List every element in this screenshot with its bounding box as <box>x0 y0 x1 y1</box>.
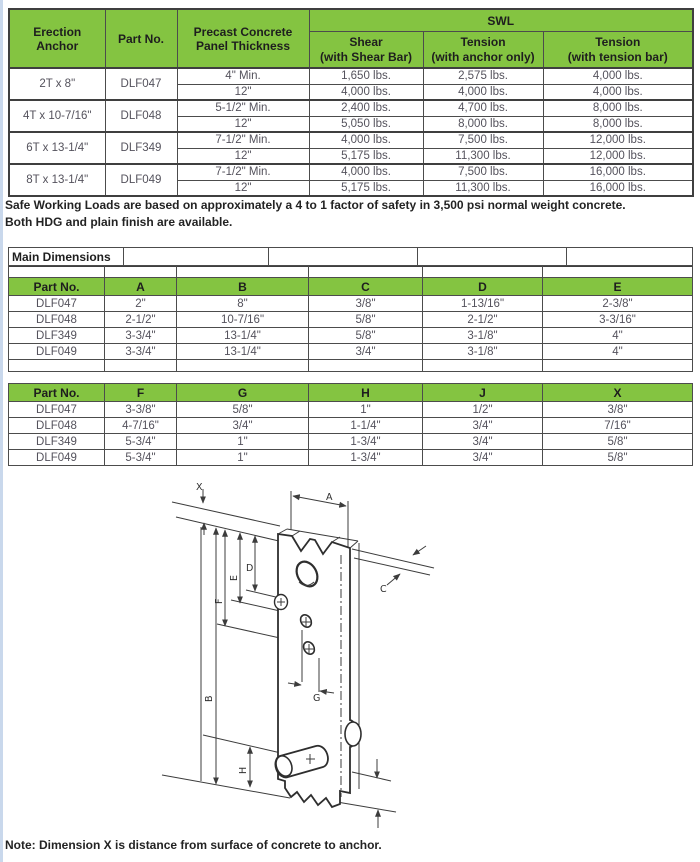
dim-label-h: H <box>238 766 249 774</box>
dims-cell: 3/4" <box>423 418 543 434</box>
swl-row <box>9 68 693 84</box>
plate-back-top-edge <box>287 529 358 541</box>
swl-cell-anchor: 8T x 13-1/4" <box>9 164 105 196</box>
side-notch-right <box>345 722 361 746</box>
swl-cell: 5,175 lbs. <box>309 180 423 196</box>
dim-label-f: F <box>214 598 225 604</box>
empty-cell <box>105 360 177 372</box>
dims-cell: 7/16" <box>543 418 693 434</box>
dims-cell: 3-1/8" <box>423 344 543 360</box>
header-line: Anchor <box>36 38 79 53</box>
empty-cell <box>543 266 693 278</box>
swl-cell: 12,000 lbs. <box>543 132 693 148</box>
swl-header-part-no: Part No. <box>105 9 177 68</box>
swl-cell-part: DLF049 <box>105 164 177 196</box>
main-dimensions-title: Main Dimensions <box>9 248 124 267</box>
empty-cell <box>418 248 567 267</box>
dims-cell: 3/4" <box>423 450 543 466</box>
swl-cell: 7,500 lbs. <box>423 132 543 148</box>
swl-cell-anchor: 2T x 8" <box>9 68 105 100</box>
swl-cell: 12" <box>177 84 309 100</box>
dims-cell: 13-1/4" <box>177 328 309 344</box>
empty-cell <box>177 360 309 372</box>
empty-cell <box>105 266 177 278</box>
swl-cell: 7,500 lbs. <box>423 164 543 180</box>
empty-cell <box>309 360 423 372</box>
swl-cell: 4,000 lbs. <box>543 68 693 84</box>
swl-header-erection-anchor <box>9 9 105 68</box>
dim-c-arrow-upper <box>413 546 426 555</box>
swl-header-tension-bar <box>543 32 693 69</box>
dims-cell: DLF048 <box>9 418 105 434</box>
dims-cell: 2-1/2" <box>105 312 177 328</box>
swl-cell: 4" Min. <box>177 68 309 84</box>
swl-cell: 8,000 lbs. <box>423 116 543 132</box>
dims-header-cell: G <box>177 384 309 402</box>
empty-cell <box>423 360 543 372</box>
empty-cell <box>543 360 693 372</box>
table-row <box>9 312 693 328</box>
dims-header-cell: E <box>543 278 693 296</box>
swl-cell: 4,000 lbs. <box>309 84 423 100</box>
dims-cell: 3/8" <box>309 296 423 312</box>
dim-label-c: C <box>380 584 387 595</box>
dims-cell: 1" <box>177 450 309 466</box>
dims-header-row <box>9 384 693 402</box>
table-row <box>9 434 693 450</box>
bottom-note: Note: Dimension X is distance from surface of concrete to anchor. <box>5 838 382 852</box>
swl-row <box>9 164 693 180</box>
dims-cell: 5/8" <box>543 450 693 466</box>
swl-header-panel-thickness <box>177 9 309 68</box>
dims-cell: DLF049 <box>9 344 105 360</box>
swl-cell: 11,300 lbs. <box>423 180 543 196</box>
dims-cell: DLF047 <box>9 296 105 312</box>
table-row <box>9 344 693 360</box>
page-edge-strip <box>0 0 3 862</box>
dims-cell: 2" <box>105 296 177 312</box>
dims-cell: 1-1/4" <box>309 418 423 434</box>
dims-cell: 5/8" <box>309 328 423 344</box>
dims-cell: 3-3/4" <box>105 344 177 360</box>
empty-cell <box>567 248 693 267</box>
table-row <box>9 450 693 466</box>
safety-note <box>5 197 626 231</box>
dims-cell: DLF349 <box>9 434 105 450</box>
dims-cell: 2-3/8" <box>543 296 693 312</box>
dim-label-b: B <box>204 695 215 702</box>
table-row <box>9 418 693 434</box>
swl-cell: 5,050 lbs. <box>309 116 423 132</box>
table-row <box>9 360 693 372</box>
swl-row <box>9 100 693 116</box>
dim-c-arrow-lower <box>387 574 400 585</box>
swl-cell: 5-1/2" Min. <box>177 100 309 116</box>
dims-cell: 3/4" <box>423 434 543 450</box>
dims-cell: 1/2" <box>423 402 543 418</box>
empty-cell <box>423 266 543 278</box>
swl-header-row-1 <box>9 9 693 32</box>
dims-cell: 13-1/4" <box>177 344 309 360</box>
dims-header-cell: D <box>423 278 543 296</box>
empty-cell <box>269 248 418 267</box>
dims-cell: DLF048 <box>9 312 105 328</box>
dims-cell: 4" <box>543 328 693 344</box>
dims-cell: 3-3/16" <box>543 312 693 328</box>
header-line: (with Shear Bar) <box>319 49 412 64</box>
header-line: Erection <box>33 24 82 39</box>
swl-cell-part: DLF048 <box>105 100 177 132</box>
header-line: Precast Concrete <box>193 24 293 39</box>
header-line: Panel Thickness <box>195 38 291 53</box>
main-dimensions-title-table <box>8 247 693 267</box>
dims-cell: 3/8" <box>543 402 693 418</box>
dims-table-fghjx <box>8 383 693 466</box>
swl-cell: 12" <box>177 148 309 164</box>
header-line: Tension <box>460 34 506 49</box>
swl-cell: 16,000 lbs. <box>543 180 693 196</box>
dims-cell: 2-1/2" <box>423 312 543 328</box>
empty-cell <box>9 266 105 278</box>
swl-cell: 4,000 lbs. <box>423 84 543 100</box>
swl-cell: 8,000 lbs. <box>543 116 693 132</box>
swl-cell: 12" <box>177 116 309 132</box>
swl-row <box>9 132 693 148</box>
dims-cell: 10-7/16" <box>177 312 309 328</box>
dims-header-cell: F <box>105 384 177 402</box>
table-row <box>9 248 693 267</box>
dims-cell: 3/4" <box>309 344 423 360</box>
empty-cell <box>124 248 269 267</box>
dim-label-x: X <box>196 482 203 493</box>
dim-label-g: G <box>313 693 321 704</box>
dims-cell: 5/8" <box>309 312 423 328</box>
swl-header-shear <box>309 32 423 69</box>
swl-cell: 1,650 lbs. <box>309 68 423 84</box>
dims-header-cell: X <box>543 384 693 402</box>
dims-cell: 3/4" <box>177 418 309 434</box>
swl-cell: 11,300 lbs. <box>423 148 543 164</box>
dims-cell: 3-1/8" <box>423 328 543 344</box>
swl-cell-anchor: 4T x 10-7/16" <box>9 100 105 132</box>
dims-header-cell: A <box>105 278 177 296</box>
dim-label-a: A <box>326 492 333 503</box>
swl-cell: 4,000 lbs. <box>309 132 423 148</box>
table-row <box>9 296 693 312</box>
header-line: (with anchor only) <box>431 49 535 64</box>
table-row <box>9 402 693 418</box>
safety-note-line: Both HDG and plain finish are available. <box>5 215 233 229</box>
dims-cell: DLF047 <box>9 402 105 418</box>
dims-cell: 8" <box>177 296 309 312</box>
dims-header-cell: Part No. <box>9 384 105 402</box>
dims-cell: 1-13/16" <box>423 296 543 312</box>
table-row <box>9 328 693 344</box>
dims-cell: 1-3/4" <box>309 450 423 466</box>
dims-header-cell: B <box>177 278 309 296</box>
dims-cell: 5-3/4" <box>105 450 177 466</box>
swl-table <box>8 8 694 197</box>
swl-cell: 12,000 lbs. <box>543 148 693 164</box>
swl-header-tension-anchor <box>423 32 543 69</box>
swl-cell: 5,175 lbs. <box>309 148 423 164</box>
dims-cell: 5/8" <box>543 434 693 450</box>
dims-header-cell: J <box>423 384 543 402</box>
swl-cell: 4,000 lbs. <box>543 84 693 100</box>
dims-cell: 1" <box>177 434 309 450</box>
header-line: (with tension bar) <box>567 49 668 64</box>
empty-cell <box>177 266 309 278</box>
swl-cell: 16,000 lbs. <box>543 164 693 180</box>
dim-a <box>293 496 346 506</box>
dims-cell: 5-3/4" <box>105 434 177 450</box>
dims-cell: 3-3/8" <box>105 402 177 418</box>
swl-cell-anchor: 6T x 13-1/4" <box>9 132 105 164</box>
swl-cell: 12" <box>177 180 309 196</box>
dims-cell: DLF349 <box>9 328 105 344</box>
dim-label-e: E <box>229 574 240 581</box>
dims-header-cell: Part No. <box>9 278 105 296</box>
dims-header-cell: C <box>309 278 423 296</box>
swl-cell: 2,575 lbs. <box>423 68 543 84</box>
header-line: Tension <box>595 34 641 49</box>
dims-cell: DLF049 <box>9 450 105 466</box>
swl-cell: 8,000 lbs. <box>543 100 693 116</box>
dims-cell: 4-7/16" <box>105 418 177 434</box>
swl-cell: 4,000 lbs. <box>309 164 423 180</box>
swl-cell: 4,700 lbs. <box>423 100 543 116</box>
empty-cell <box>309 266 423 278</box>
empty-cell <box>9 360 105 372</box>
swl-cell: 7-1/2" Min. <box>177 132 309 148</box>
swl-cell-part: DLF349 <box>105 132 177 164</box>
safety-note-line: Safe Working Loads are based on approximately a 4 to 1 factor of safety in 3,500 psi normal weight concrete. <box>5 198 626 212</box>
dims-header-cell: H <box>309 384 423 402</box>
dims-table-abcde <box>8 265 693 372</box>
dims-cell: 4" <box>543 344 693 360</box>
dims-cell: 3-3/4" <box>105 328 177 344</box>
anchor-diagram <box>150 478 570 838</box>
dim-label-d: D <box>246 563 254 574</box>
swl-cell-part: DLF047 <box>105 68 177 100</box>
table-row <box>9 266 693 278</box>
swl-header-swl: SWL <box>309 9 693 32</box>
header-line: Shear <box>349 34 383 49</box>
dims-header-row <box>9 278 693 296</box>
dims-cell: 1-3/4" <box>309 434 423 450</box>
dims-cell: 1" <box>309 402 423 418</box>
dims-cell: 5/8" <box>177 402 309 418</box>
swl-cell: 2,400 lbs. <box>309 100 423 116</box>
swl-cell: 7-1/2" Min. <box>177 164 309 180</box>
